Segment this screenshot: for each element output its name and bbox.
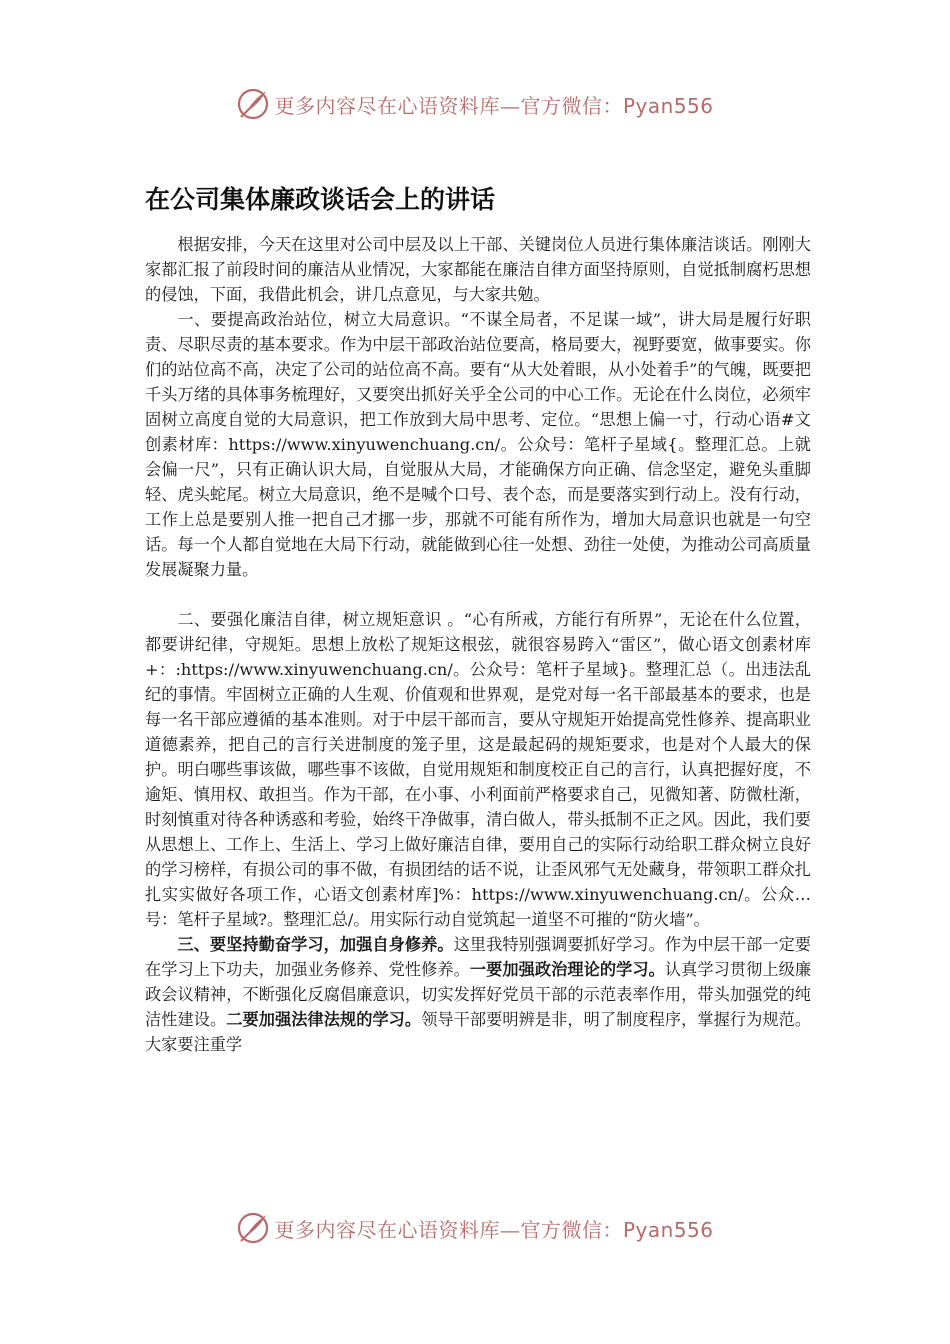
paragraph-section-3: 三、要坚持勤奋学习，加强自身修养。这里我特别强调要抓好学习。作为中层干部一定要在学习上下功夫，加强业务修养、党性修养。一要加强政治理论的学习。认真学习贯彻上级廉政会议精神，不断强化反腐倡廉意识，切实发挥好党员干部的示范表率作用，带头加强党的纯洁性建设。二要加强法律法规的学习。领导干部要明辨是非，明了制度程序，掌握行为规范。大家要注重学 <box>145 935 812 1054</box>
header-watermark-banner <box>0 84 950 124</box>
paragraph-section-1: 一、要提高政治站位，树立大局意识。“不谋全局者，不足谋一域”，讲大局是履行好职责、尽职尽责的基本要求。作为中层干部政治站位要高，格局要大，视野要宽，做事要实。你们的站位高不高，决定了公司的站位高不高。要有“从大处着眼，从小处着手”的气魄，既要把千头万绪的具体事务梳理好，又要突出抓好关乎全公司的中心工作。无论在什么岗位，必须牢固树立高度自觉的大局意识，把工作放到大局中思考、定位。“思想上偏一寸，行动心语#文创素材库：https://www.xinyuwenchuang.cn/。公众号：笔杆子星域{。整理汇总。上就会偏一尺”，只有正确认识大局，自觉服从大局，才能确保方向正确、信念坚定，避免头重脚轻、虎头蛇尾。树立大局意识，绝不是喊个口号、表个态，而是要落实到行动上。没有行动，工作上总是要别人推一把自己才挪一步，那就不可能有所作为，增加大局意识也就是一句空话。每一个人都自觉地在大局下行动，就能做到心往一处想、劲往一处使，为推动公司高质量发展凝聚力量。 <box>145 310 811 579</box>
feather-pen-logo-icon <box>236 87 270 121</box>
section-3-heading: 三、要坚持勤奋学习，加强自身修养。 <box>177 935 454 954</box>
feather-pen-logo-icon <box>236 1211 270 1245</box>
document-title: 在公司集体廉政谈话会上的讲话 <box>145 185 496 214</box>
footer-watermark-banner <box>0 1208 950 1248</box>
paragraph-section-2: 二、要强化廉洁自律，树立规矩意识 。“心有所戒，方能行有所界”，无论在什么位置，都要讲纪律，守规矩。思想上放松了规矩这根弦，就很容易跨入“雷区”，做心语文创素材库+：:https://www.xinyuwenchuang.cn/。公众号：笔杆子星域}。整理汇总（。出违法乱纪的事情。牢固树立正确的人生观、价值观和世界观，是党对每一名干部最基本的要求，也是每一名干部应遵循的基本准则。对于中层干部而言，要从守规矩开始提高党性修养、提高职业道德素养，把自己的言行关进制度的笼子里，这是最起码的规矩要求，也是对个人最大的保护。明白哪些事该做，哪些事不该做，自觉用规矩和制度校正自己的言行，认真把握好度，不逾矩、慎用权、敢担当。作为干部，在小事、小利面前严格要求自己，见微知著、防微杜渐，时刻慎重对待各种诱惑和考验，始终干净做事，清白做人，带头抵制不正之风。因此，我们要从思想上、工作上、生活上、学习上做好廉洁自律，要用自己的实际行动给职工群众树立良好的学习榜样，有损公司的事不做，有损团结的话不说，让歪风邪气无处藏身，带领职工群众扎扎实实做好各项工作，心语文创素材库]%：https://www.xinyuwenchuang.cn/。公众…号：笔杆子星域?。整理汇总/。用实际行动自觉筑起一道坚不可摧的“防火墙”。 <box>145 610 811 929</box>
banner-text: 更多内容尽在心语资料库—官方微信：Pyan556 <box>274 1217 714 1242</box>
section-3-point-1: 一要加强政治理论的学习。 <box>469 960 665 979</box>
section-3-point-2: 二要加强法律法规的学习。 <box>226 1010 422 1029</box>
banner-wechat-id: Pyan556 <box>622 1217 714 1242</box>
paragraph-intro: 根据安排，今天在这里对公司中层及以上干部、关键岗位人员进行集体廉洁谈话。刚刚大家都汇报了前段时间的廉洁从业情况，大家都能在廉洁自律方面坚持原则，自觉抵制腐朽思想的侵蚀，下面，我借此机会，讲几点意见，与大家共勉。 <box>145 235 811 304</box>
banner-wechat-id: Pyan556 <box>622 93 714 118</box>
document-body <box>145 232 811 1057</box>
banner-text: 更多内容尽在心语资料库—官方微信：Pyan556 <box>274 93 714 118</box>
